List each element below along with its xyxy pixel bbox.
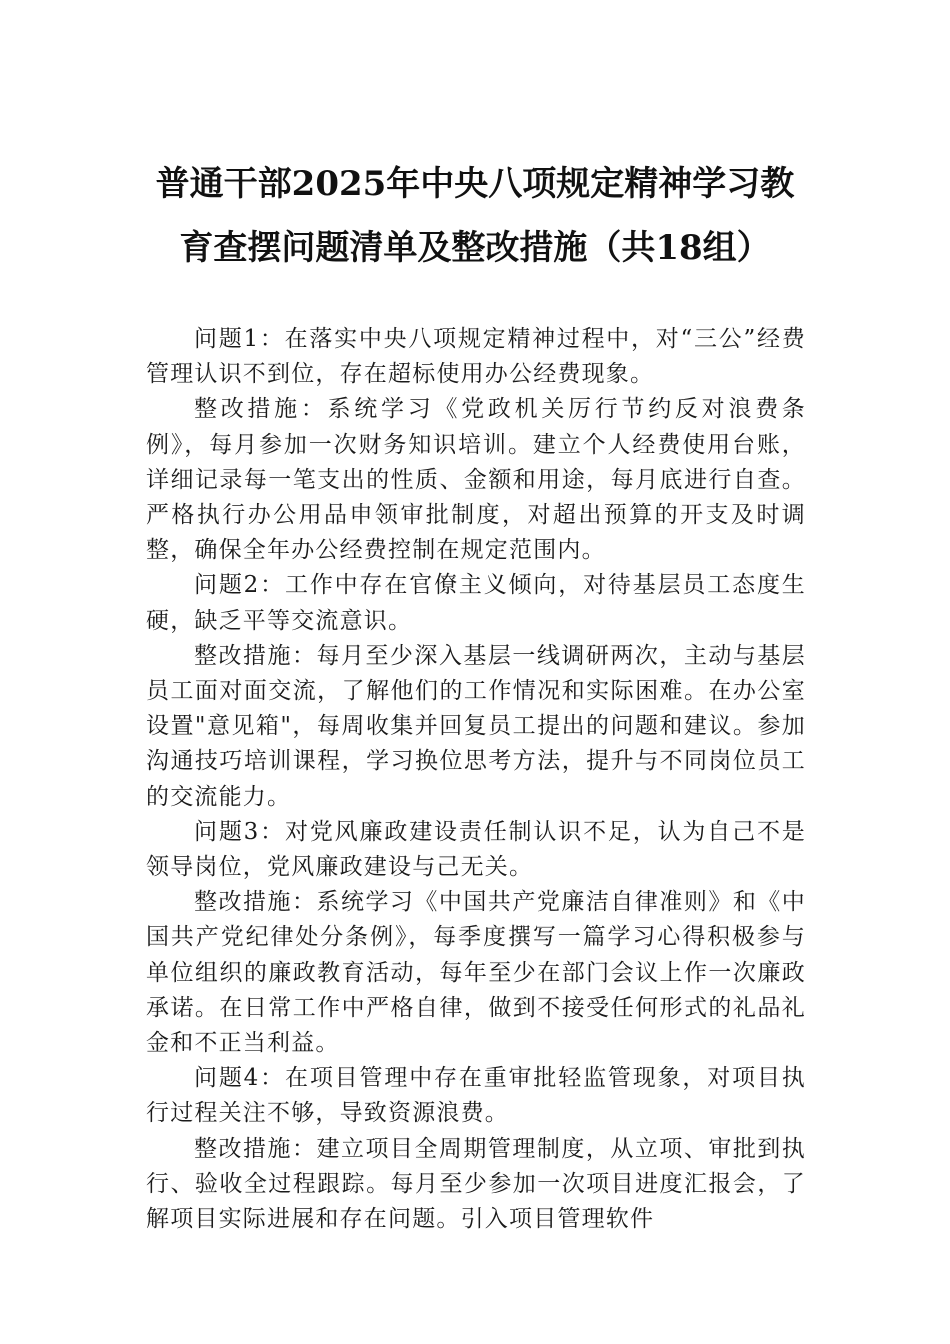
measure-3-paragraph: 整改措施：系统学习《中国共产党廉洁自律准则》和《中国共产党纪律处分条例》，每季度撰写一篇学习心得积极参与单位组织的廉政教育活动，每年至少在部门会议上作一次廉政承诺。在日常工作中严格自律，做到不接受任何形式的礼品礼金和不正当利益。 (146, 889, 806, 1057)
title-line-2: 育查摆问题清单及整改措施（共18组） (179, 228, 771, 268)
measure-1-paragraph: 整改措施：系统学习《党政机关厉行节约反对浪费条例》，每月参加一次财务知识培训。建立个人经费使用台账，详细记录每一笔支出的性质、金额和用途，每月底进行自查。严格执行办公用品申领审批制度，对超出预算的开支及时调整，确保全年办公经费控制在规定范围内。 (146, 396, 806, 564)
document-body (146, 322, 806, 1237)
issue-1-paragraph: 问题1：在落实中央八项规定精神过程中，对“三公”经费管理认识不到位，存在超标使用办公经费现象。 (146, 326, 806, 388)
measure-2-paragraph: 整改措施：每月至少深入基层一线调研两次，主动与基层员工面对面交流，了解他们的工作情况和实际困难。在办公室设置"意见箱"，每周收集并回复员工提出的问题和建议。参加沟通技巧培训课程，学习换位思考方法，提升与不同岗位员工的交流能力。 (146, 642, 806, 810)
issue-4-paragraph: 问题4：在项目管理中存在重审批轻监管现象，对项目执行过程关注不够，导致资源浪费。 (146, 1065, 806, 1127)
issue-3-paragraph: 问题3：对党风廉政建设责任制认识不足，认为自己不是领导岗位，党风廉政建设与己无关。 (146, 818, 806, 881)
title-line-1: 普通干部2025年中央八项规定精神学习教 (155, 164, 795, 204)
document-title (140, 152, 810, 280)
issue-2-paragraph: 问题2：工作中存在官僚主义倾向，对待基层员工态度生硬，缺乏平等交流意识。 (146, 572, 806, 634)
measure-4-paragraph: 整改措施：建立项目全周期管理制度，从立项、审批到执行、验收全过程跟踪。每月至少参加一次项目进度汇报会，了解项目实际进展和存在问题。引入项目管理软件 (146, 1135, 806, 1233)
